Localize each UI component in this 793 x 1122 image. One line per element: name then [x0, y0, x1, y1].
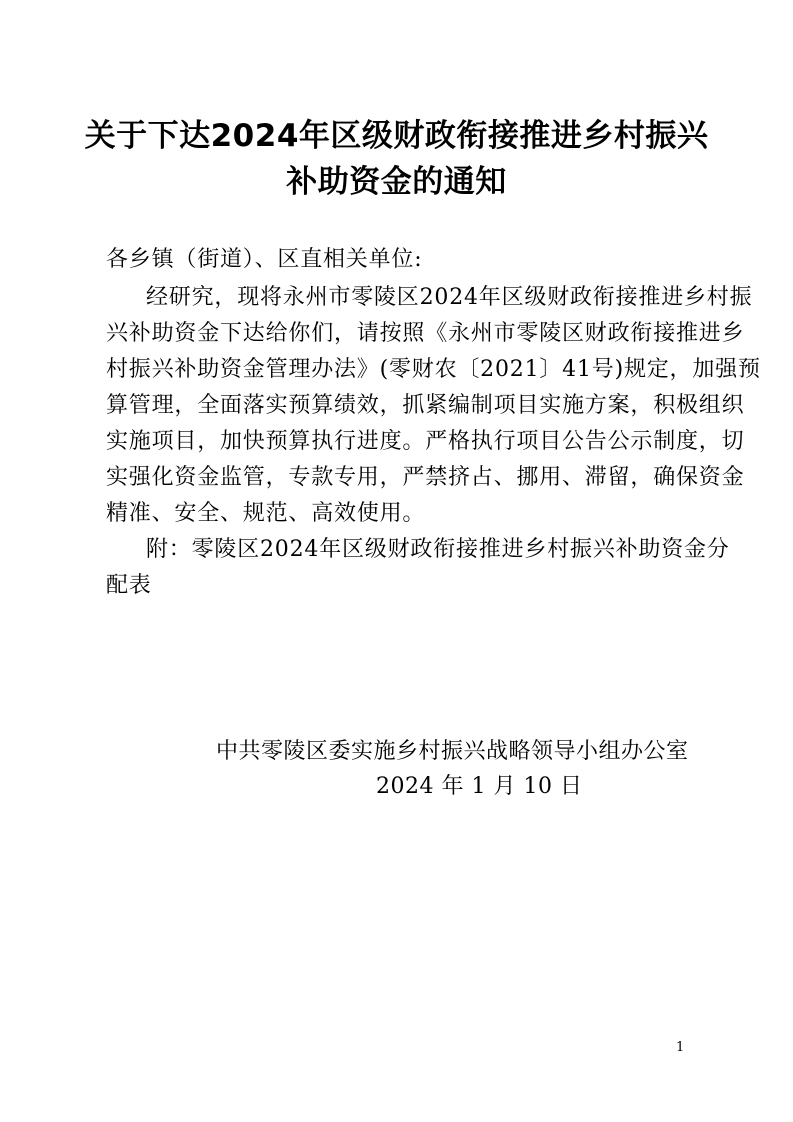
body-line-1: 经研究，现将永州市零陵区2024年区级财政衔接推进乡村振 — [146, 285, 753, 310]
body-line-3: 村振兴补助资金管理办法》(零财农〔2021〕41号)规定，加强预 — [106, 357, 761, 382]
body-line-6: 实强化资金监管，专款专用，严禁挤占、挪用、滞留，确保资金 — [106, 465, 745, 490]
body-line-2: 兴补助资金下达给你们，请按照《永州市零陵区财政衔接推进乡 — [106, 321, 745, 346]
addressee: 各乡镇（街道）、区直相关单位: — [106, 247, 423, 272]
body-line-4: 算管理，全面落实预算绩效，抓紧编制项目实施方案，积极组织 — [106, 393, 745, 418]
attachment-line-2: 配表 — [106, 573, 152, 598]
body-line-7: 精准、安全、规范、高效使用。 — [106, 501, 426, 526]
date: 2024 年 1 月 10 日 — [376, 774, 583, 799]
body-line-5: 实施项目，加快预算执行进度。严格执行项目公告公示制度，切 — [106, 429, 745, 454]
document-title-line-2: 补助资金的通知 — [286, 164, 507, 200]
attachment-line-1: 附：零陵区2024年区级财政衔接推进乡村振兴补助资金分 — [146, 537, 730, 562]
signer: 中共零陵区委实施乡村振兴战略领导小组办公室 — [216, 739, 689, 764]
document-title-line-1: 关于下达2024年区级财政衔接推进乡村振兴 — [84, 118, 709, 154]
page-number: 1 — [676, 1040, 685, 1055]
